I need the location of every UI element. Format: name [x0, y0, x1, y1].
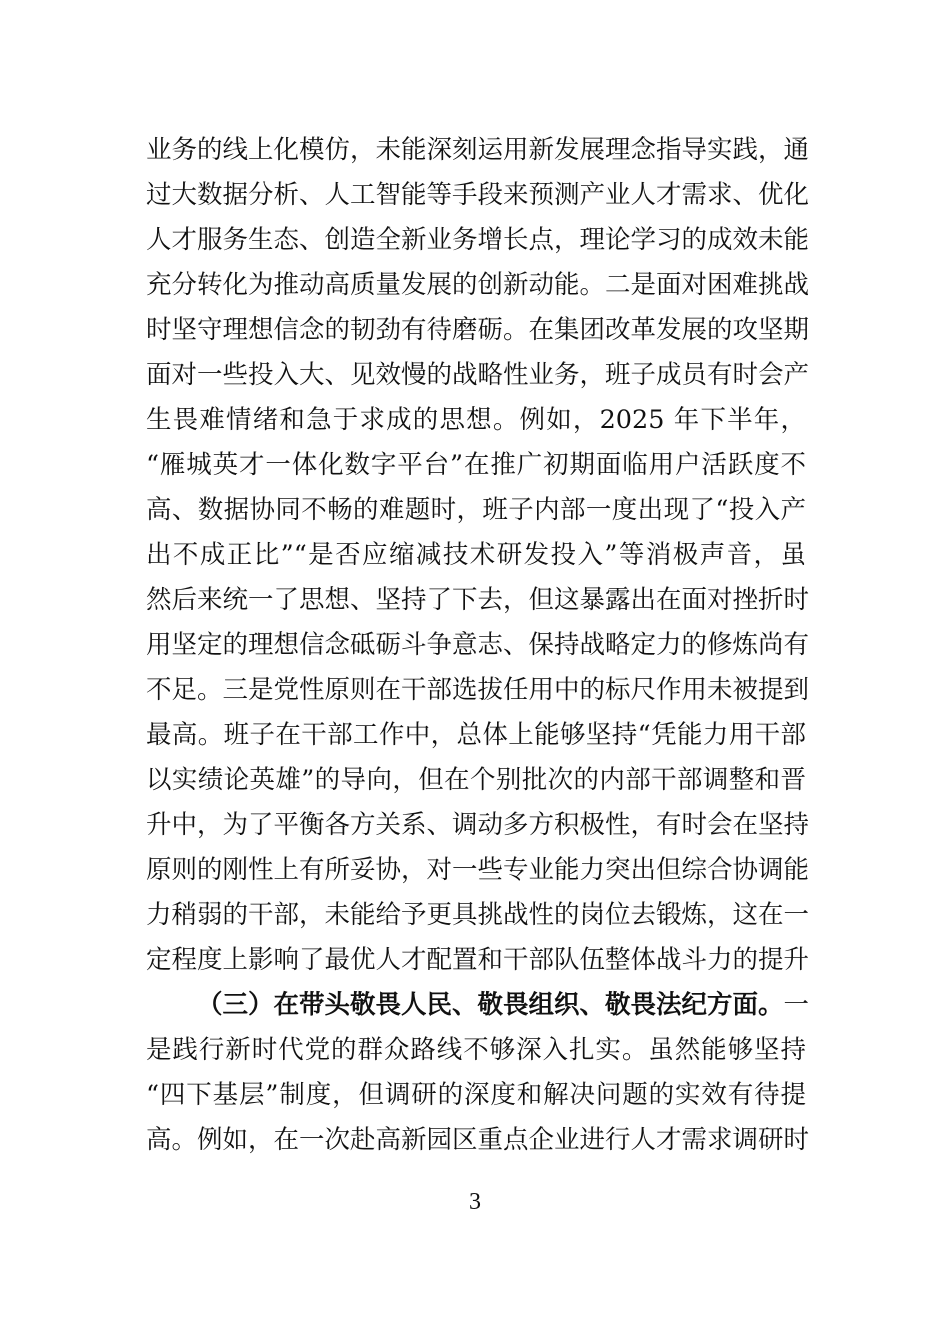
paragraph-line: 最高。班子在干部工作中，总体上能够坚持“凭能力用干部: [146, 720, 806, 750]
paragraph-line: 然后来统一了思想、坚持了下去，但这暴露出在面对挫折时: [146, 585, 810, 615]
page-number: 3: [469, 1189, 481, 1215]
paragraph-line: 面对一些投入大、见效慢的战略性业务，班子成员有时会产: [146, 360, 810, 390]
paragraph-line: 高、数据协同不畅的难题时，班子内部一度出现了“投入产: [146, 495, 806, 525]
paragraph-line: 出不成正比”“是否应缩减技术研发投入”等消极声音，虽: [146, 540, 806, 570]
paragraph-line: 不足。三是党性原则在干部选拔任用中的标尺作用未被提到: [146, 675, 810, 705]
section-heading-tail: 一: [783, 990, 810, 1020]
paragraph-line: 高。例如，在一次赴高新园区重点企业进行人才需求调研时: [146, 1125, 810, 1155]
paragraph-line: 人才服务生态、创造全新业务增长点，理论学习的成效未能: [146, 225, 810, 255]
paragraph-line: 生畏难情绪和急于求成的思想。例如，2025 年下半年，: [146, 405, 806, 435]
paragraph-line: 以实绩论英雄”的导向，但在个别批次的内部干部调整和晋: [146, 765, 806, 795]
paragraph-line: 用坚定的理想信念砥砺斗争意志、保持战略定力的修炼尚有: [146, 630, 810, 660]
paragraph-line: 充分转化为推动高质量发展的创新动能。二是面对困难挑战: [146, 270, 810, 300]
paragraph-line: 业务的线上化模仿，未能深刻运用新发展理念指导实践，通: [146, 135, 810, 165]
paragraph-line: “雁城英才一体化数字平台”在推广初期面临用户活跃度不: [146, 450, 806, 480]
paragraph-line: 时坚守理想信念的韧劲有待磨砺。在集团改革发展的攻坚期: [146, 315, 810, 345]
paragraph-line: 原则的刚性上有所妥协，对一些专业能力突出但综合协调能: [146, 855, 810, 885]
paragraph-line: 定程度上影响了最优人才配置和干部队伍整体战斗力的提升: [146, 945, 810, 975]
paragraph-line: 过大数据分析、人工智能等手段来预测产业人才需求、优化: [146, 180, 810, 210]
paragraph-line: “四下基层”制度，但调研的深度和解决问题的实效有待提: [146, 1080, 806, 1110]
paragraph-line: 力稍弱的干部，未能给予更具挑战性的岗位去锻炼，这在一: [146, 900, 810, 930]
paragraph-line: 升中，为了平衡各方关系、调动多方积极性，有时会在坚持: [146, 810, 810, 840]
paragraph-line: 是践行新时代党的群众路线不够深入扎实。虽然能够坚持: [146, 1035, 806, 1065]
section-heading: （三）在带头敬畏人民、敬畏组织、敬畏法纪方面。: [197, 990, 784, 1020]
section-heading-line: [146, 985, 810, 1025]
